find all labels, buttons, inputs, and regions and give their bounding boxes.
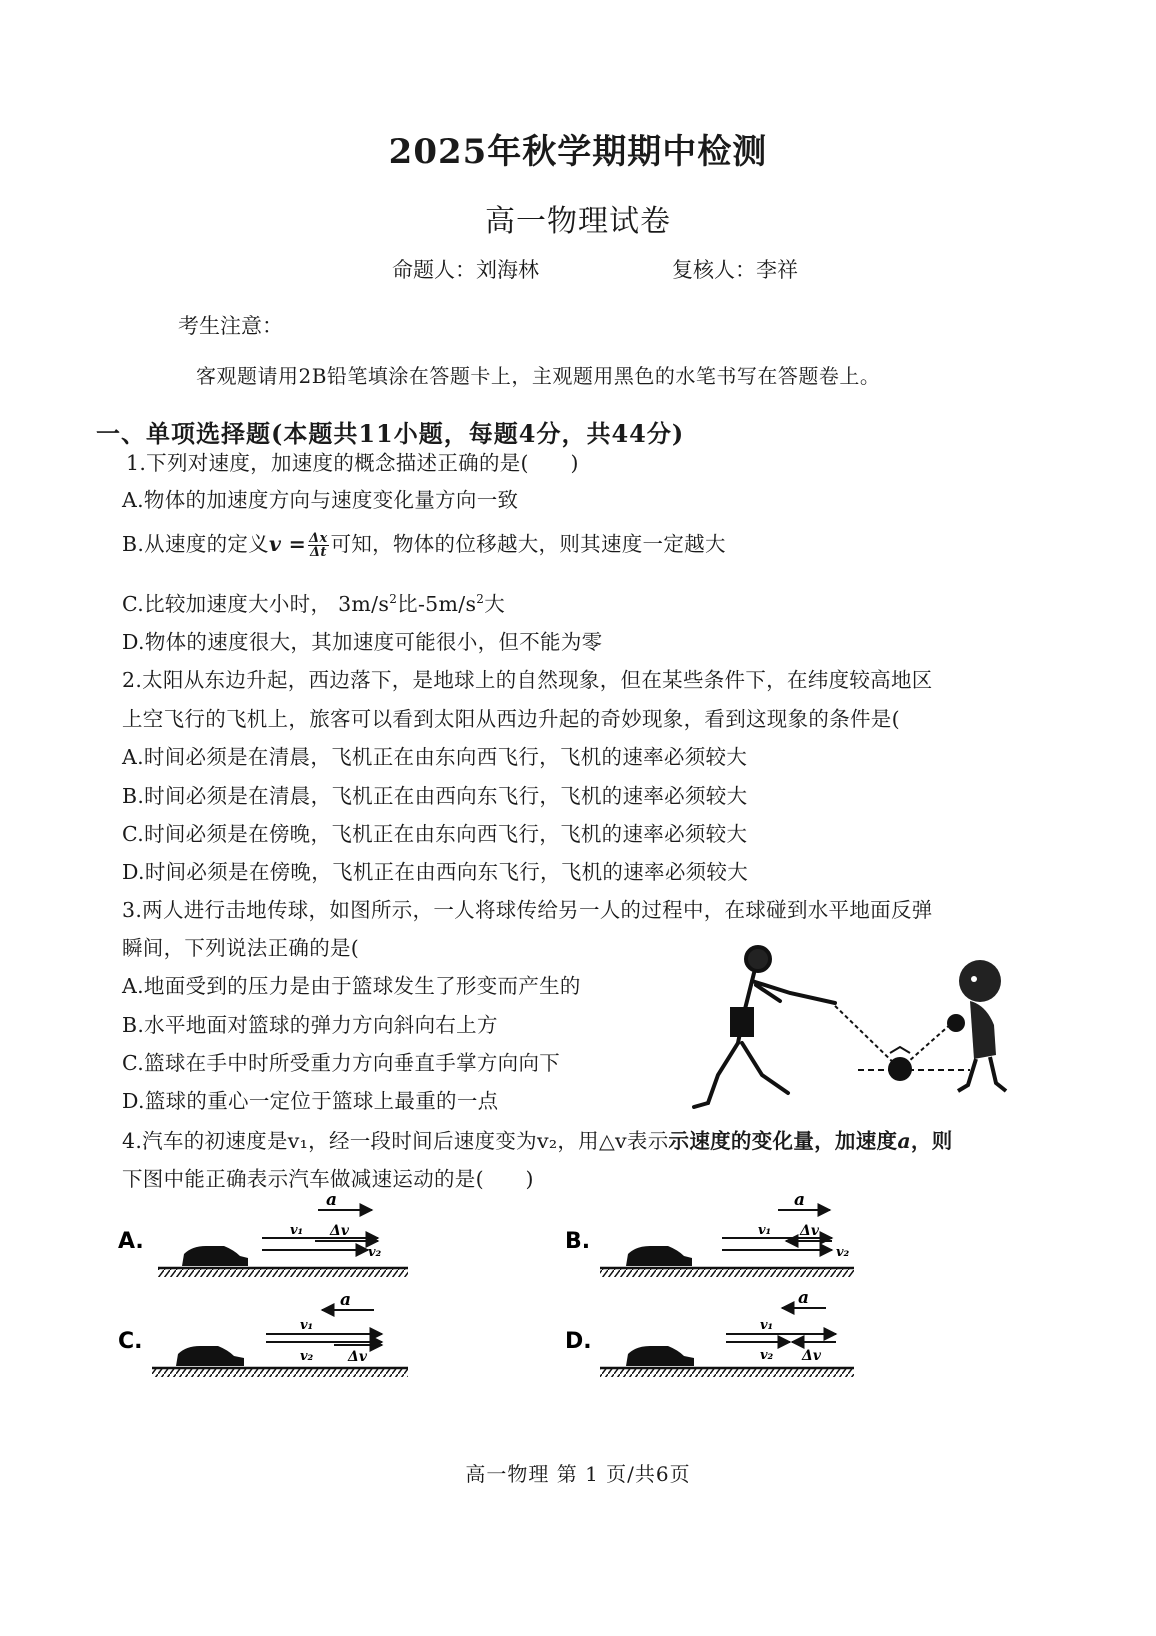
q2-line1: 2.太阳从东边升起，西边落下，是地球上的自然现象，但在某些条件下，在纬度较高地区: [122, 668, 933, 692]
figure-a-label: A.: [118, 1229, 144, 1254]
figure-b-label-v1: v₁: [758, 1223, 772, 1238]
q4-figures: [110, 1190, 890, 1400]
q3-option-b: B.水平地面对篮球的弹力方向斜向右上方: [122, 1013, 498, 1037]
author: 命题人：刘海林: [392, 258, 539, 282]
figure-b-label-a: a: [794, 1190, 806, 1210]
q3-line1: 3.两人进行击地传球，如图所示，一人将球传给另一人的过程中，在球碰到水平地面反弹: [122, 898, 933, 922]
exam-title: 2025年秋学期期中检测: [388, 132, 768, 172]
figure-c: [118, 1290, 408, 1377]
q1-option-c: [122, 587, 505, 617]
bounce-normal-mark: [890, 1047, 910, 1053]
car-icon: [176, 1346, 244, 1366]
q2-line2: 上空飞行的飞机上，旅客可以看到太阳从西边升起的奇妙现象，看到这现象的条件是(: [122, 707, 900, 731]
figure-b-label: B.: [565, 1229, 591, 1254]
figure-a-label-v1: v₁: [290, 1223, 304, 1238]
q1-c-sup2: 2: [476, 592, 485, 606]
reviewer: 复核人：李祥: [672, 258, 798, 282]
notice-label: 考生注意：: [178, 314, 283, 338]
figure-c-label: C.: [118, 1329, 143, 1354]
q4-line1-post: ，则: [910, 1129, 953, 1153]
figure-a-label-v2: v₂: [368, 1245, 382, 1260]
player-left: [694, 947, 835, 1107]
car-icon: [626, 1246, 692, 1266]
ball-trajectory: [830, 1001, 952, 1069]
figure-c-label-v2: v₂: [300, 1349, 314, 1364]
q2-option-b: B.时间必须是在清晨，飞机正在由西向东飞行，飞机的速率必须较大: [122, 784, 748, 808]
q1-c-mid: 比-5m/s: [397, 592, 477, 616]
basketball-bounce: [888, 1057, 912, 1081]
q4-line1-a: a: [897, 1129, 911, 1153]
q1-b-pre: B.从速度的定义: [122, 532, 269, 556]
section-title: 一、单项选择题(本题共11小题，每题4分，共44分): [96, 419, 685, 448]
figure-c-label-dv: Δv: [348, 1349, 367, 1365]
q1-c-sup1: 2: [389, 592, 398, 606]
car-icon: [182, 1246, 248, 1266]
figure-b-ground: [600, 1268, 854, 1277]
q3-option-a: A.地面受到的压力是由于篮球发生了形变而产生的: [122, 974, 581, 998]
figure-a: [118, 1190, 408, 1277]
figure-d: [565, 1288, 854, 1377]
q1-stem: 1.下列对速度，加速度的概念描述正确的是( ): [126, 451, 579, 475]
q4-line2: 下图中能正确表示汽车做减速运动的是( ): [122, 1167, 534, 1191]
q3-basketball-illustration: [690, 935, 1020, 1115]
q1-option-b: [122, 527, 726, 559]
figure-c-label-a: a: [340, 1290, 352, 1310]
figure-b: [565, 1190, 854, 1277]
q2-option-c: C.时间必须是在傍晚，飞机正在由东向西飞行，飞机的速率必须较大: [122, 822, 748, 846]
figure-d-label-dv: Δv: [802, 1348, 821, 1364]
q4-line1-bold: 示速度的变化量，加速度: [668, 1129, 898, 1153]
figure-d-ground: [600, 1368, 854, 1377]
q1-option-a: A.物体的加速度方向与速度变化量方向一致: [122, 488, 519, 512]
q3-line2: 瞬间，下列说法正确的是(: [122, 936, 360, 960]
notice-text: 客观题请用2B铅笔填涂在答题卡上，主观题用黑色的水笔书写在答题卷上。: [196, 364, 881, 388]
q4-line1-pre: 4.汽车的初速度是v₁，经一段时间后速度变为v₂，用△v表示: [122, 1129, 669, 1153]
car-icon: [626, 1346, 694, 1366]
q1-b-v: v =: [268, 532, 307, 556]
figure-a-label-a: a: [326, 1190, 338, 1210]
figure-d-label-v2: v₂: [760, 1348, 774, 1363]
figure-b-label-dv: Δv: [800, 1223, 819, 1239]
q1-b-post: 可知，物体的位移越大，则其速度一定越大: [330, 532, 726, 556]
q1-b-fraction: [308, 532, 328, 559]
figure-d-label: D.: [565, 1329, 592, 1354]
figure-a-ground: [158, 1268, 408, 1277]
q1-b-num: Δx: [309, 531, 328, 546]
page-footer: 高一物理 第 1 页/共6页: [465, 1462, 691, 1486]
q1-c-post: 大: [484, 592, 506, 616]
figure-d-label-a: a: [798, 1288, 810, 1308]
q1-c-pre: C.比较加速度大小时， 3m/s: [122, 592, 390, 616]
figure-c-ground: [152, 1368, 408, 1377]
figure-b-label-v2: v₂: [836, 1245, 850, 1260]
figure-a-label-dv: Δv: [330, 1223, 349, 1239]
figure-c-label-v1: v₁: [300, 1318, 314, 1333]
player-right: [947, 960, 1006, 1091]
q2-option-a: A.时间必须是在清晨，飞机正在由东向西飞行，飞机的速率必须较大: [122, 745, 748, 769]
q1-b-den: Δt: [309, 545, 327, 560]
q3-option-d: D.篮球的重心一定位于篮球上最重的一点: [122, 1089, 499, 1113]
q1-option-d: D.物体的速度很大，其加速度可能很小，但不能为零: [122, 630, 603, 654]
q4-line1: [122, 1124, 953, 1154]
figure-d-label-v1: v₁: [760, 1318, 774, 1333]
exam-subtitle: 高一物理试卷: [485, 204, 671, 239]
player-left-shorts: [730, 1007, 754, 1037]
q3-option-c: C.篮球在手中时所受重力方向垂直手掌方向向下: [122, 1051, 561, 1075]
q2-option-d: D.时间必须是在傍晚，飞机正在由西向东飞行，飞机的速率必须较大: [122, 860, 749, 884]
